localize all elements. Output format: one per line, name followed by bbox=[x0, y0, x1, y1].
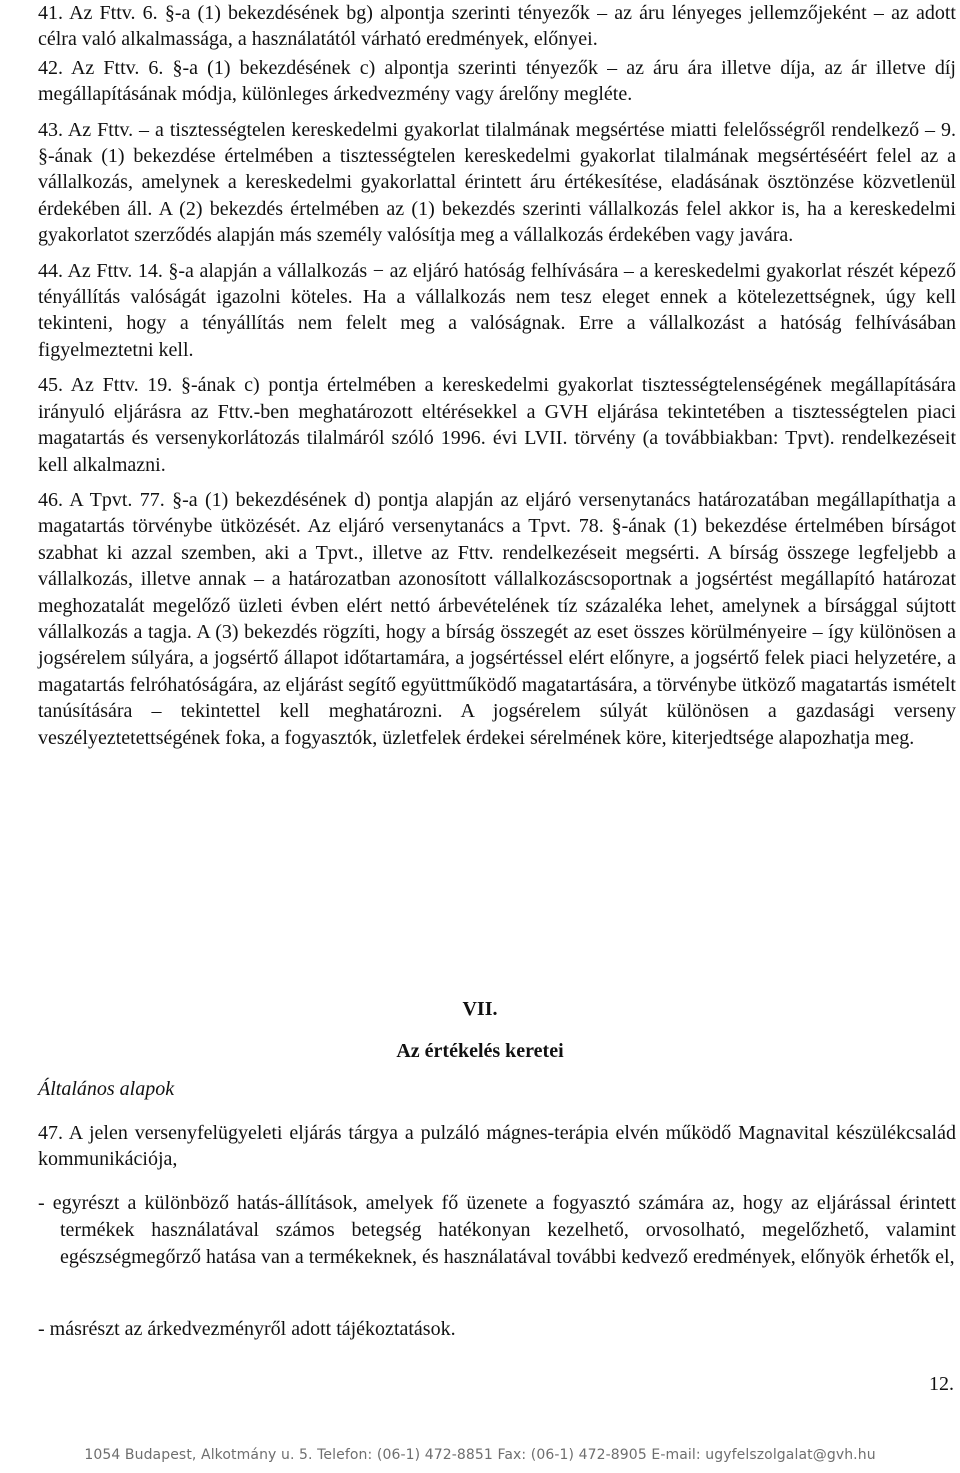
paragraph-45: 45. Az Fttv. 19. §-ának c) pontja értelmében a kereskedelmi gyakorlat tisztességtelenségének megállapítására irányuló eljárásra az Fttv.-ben meghatározott eltérésekkel a GVH eljárása tekintetében a tisztességtelen piaci magatartás és versenykorlátozás tilalmáról szóló 1996. évi LVII. törvény (a továbbiakban: Tpvt). rendelkezéseit kell alkalmazni. bbox=[38, 374, 956, 476]
document-body bbox=[38, 0, 956, 751]
paragraph-41: 41. Az Fttv. 6. §-a (1) bekezdésének bg) alpontja szerinti tényezők – az áru lényeges jellemzőjeként – az adott célra való alkalmassága, a használatától várható eredmények, előnyei. bbox=[38, 2, 956, 51]
section-number: VII. bbox=[462, 998, 498, 1020]
bullet-item-1: - egyrészt a különböző hatás-állítások, amelyek fő üzenete a fogyasztó számára az, hogy az eljárással érintett termékek használatával számos betegség hatékonyan kezelhető, orvosolható, megelőzhető, valamint egészségmegőrző hatása van a termékeknek, és használatával további kedvező eredmények, előnyök érhetők el, bbox=[38, 1192, 956, 1268]
paragraph-44: 44. Az Fttv. 14. §-a alapján a vállalkozás − az eljáró hatóság felhívására – a kereskedelmi gyakorlat részét képező tényállítás valóságát igazolni köteles. Ha a vállalkozás nem tesz eleget ennek a kötelezettségnek, úgy kell tekinteni, hogy a tényállítás nem felelt meg a valóságnak. Erre a vállalkozást a hatóság felhívásában figyelmeztetni kell. bbox=[38, 259, 956, 361]
paragraph-42: 42. Az Fttv. 6. §-a (1) bekezdésének c) alpontja szerinti tényezők – az áru ára illetve díja, az ár illetve díj megállapításának módja, különleges árkedvezmény vagy árelőny megléte. bbox=[38, 56, 956, 106]
bullet-item-2: - másrészt az árkedvezményről adott tájékoztatások. bbox=[38, 1318, 456, 1340]
paragraph-47: 47. A jelen versenyfelügyeleti eljárás tárgya a pulzáló mágnes-terápia elvén működő Magnavital készülékcsalád kommunikációja, bbox=[38, 1122, 956, 1171]
page-number: 12. bbox=[929, 1373, 954, 1395]
paragraph-46: 46. A Tpvt. 77. §-a (1) bekezdésének d) pontja alapján az eljáró versenytanács határozatában megállapíthatja a magatartás törvénybe ütközését. Az eljáró versenytanács a Tpvt. 78. §-ának (1) bekezdése értelmében bírságot szabhat ki azzal szemben, aki a Tpvt., illetve az Fttv. rendelkezéseit megsérti. A bírság összege legfeljebb a vállalkozás, illetve annak – a határozatban azonosított vállalkozáscsoportnak a jogsértést megállapító határozat meghozatalát megelőző üzleti évben elért nettó árbevételének tíz százaléka lehet, amelynek a bírsággal sújtott vállalkozás a tagja. A (3) bekezdés rögzíti, hogy a bírság összegét az eset összes körülményeire – így különösen a jogsérelem súlyára, a jogsértő állapot időtartamára, a jogsértéssel elért előnyre, a jogsértő felek piaci helyzetére, a magatartás felróhatóságára, az eljárást segítő együttműködő magatartására, a törvénybe ütköző magatartás ismételt tanúsítására – tekintettel kell meghatározni. A jogsérelem súlyát különösen a gazdasági verseny veszélyeztetettségének foka, a fogyasztók, üzletfelek érdekei sérelmének köre, kiterjedtsége alapozhatja meg. bbox=[38, 488, 956, 749]
section-title: Az értékelés keretei bbox=[396, 1040, 564, 1062]
footer-contact: 1054 Budapest, Alkotmány u. 5. Telefon: (06-1) 472-8851 Fax: (06-1) 472-8905 E-mail: ugyfelszolgalat@gvh.hu bbox=[84, 1447, 876, 1463]
sub-heading: Általános alapok bbox=[38, 1078, 175, 1100]
paragraph-43: 43. Az Fttv. – a tisztességtelen kereskedelmi gyakorlat tilalmának megsértése miatti felelősségről rendelkező – 9. §-ának (1) bekezdése értelmében a tisztességtelen kereskedelmi gyakorlat tilalmának megsértéséért felel az a vállalkozás, amelynek a kereskedelmi gyakorlattal érintett áru értékesítése, eladásának ösztönzése közvetlenül érdekében áll. A (2) bekezdés értelmében az (1) bekezdés szerinti vállalkozás felel akkor is, ha a kereskedelmi gyakorlatot szerződés alapján más személy valósítja meg a vállalkozás érdekében vagy javára. bbox=[38, 118, 956, 247]
